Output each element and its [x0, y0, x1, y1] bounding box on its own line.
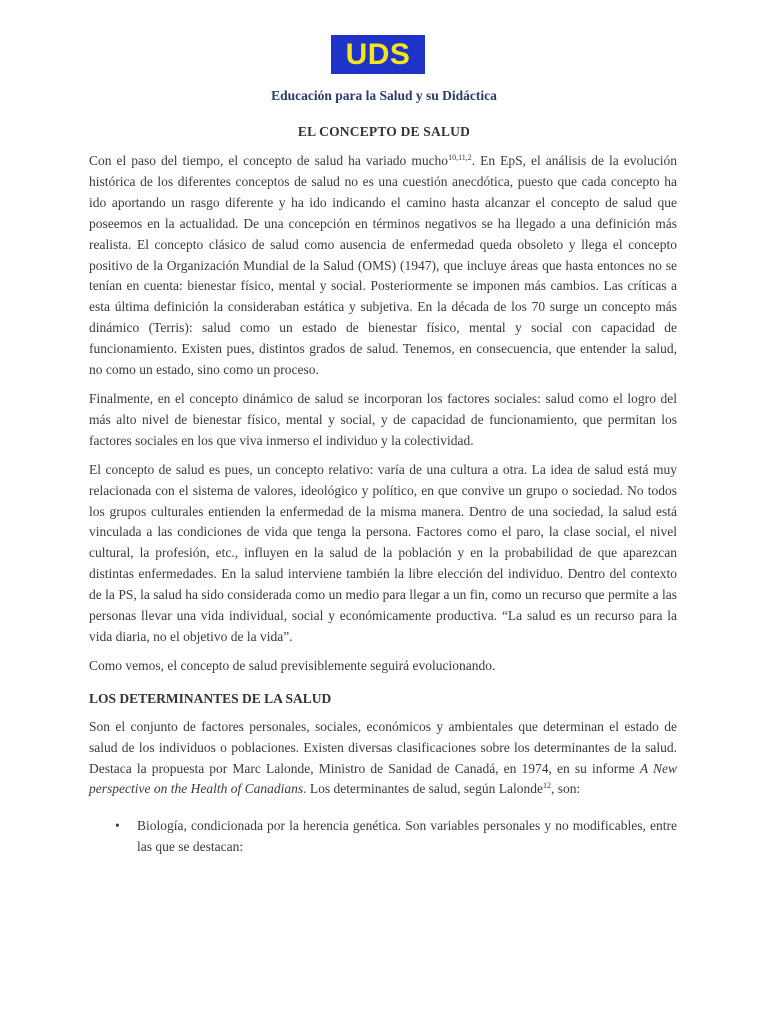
uds-logo	[331, 35, 425, 74]
paragraph-3: El concepto de salud es pues, un concepto relativo: varía de una cultura a otra. La idea de salud está muy relacionada con el sistema de valores, ideológico y político, en que convive un grupo o sociedad. No todos los grupos culturales entienden la enfermedad de la misma manera. Dentro de una sociedad, la salud está vinculada a las condiciones de vida que tenga la persona. Factores como el paro, la clase social, el nivel cultural, la profesión, etc., influyen en la salud de la población y en la probabilidad de que aparezcan distintas enfermedades. En la salud interviene también la libre elección del individuo. Dentro del contexto de la PS, la salud ha sido considerada como un medio para llegar a un fin, como un recurso que permite a las personas llevar una vida individual, social y económicamente productiva. “La salud es un recurso para la vida diaria, no el objetivo de la vida”.	[89, 461, 677, 644]
determinants-list	[89, 816, 677, 858]
paragraph-2: Finalmente, en el concepto dinámico de salud se incorporan los factores sociales: salud como el logro del más alto nivel de bienestar físico, mental y social, y de capacidad de funcionamiento, que permitan los factores sociales en los que viva inmerso el individuo y la colectividad.	[89, 390, 677, 448]
bullet-icon: •	[115, 818, 120, 834]
citation-superscript: 12	[543, 781, 552, 791]
list-item	[115, 816, 677, 858]
section-heading-determinantes: LOS DETERMINANTES DE LA SALUD	[89, 690, 332, 706]
logo-text: UDS	[345, 37, 411, 71]
section-2-text-c: , son:	[551, 781, 581, 797]
document-title: EL CONCEPTO DE SALUD	[297, 124, 471, 139]
paragraph-1-text-b: . En EpS, el análisis de la evolución histórica de los diferentes conceptos de salud no es una cuestión anecdótica, puesto que cada concepto ha ido aportando un rasgo diferente y ha ido indicando el camino hasta alcanzar el concepto de salud que poseemos en la actualidad. De una concepción en términos negativos se ha llegado a una definición más realista. El concepto clásico de salud como ausencia de enfermedad queda obsoleto y llega el concepto positivo de la Organización Mundial de la Salud (OMS) (1947), que incluye áreas que hasta entonces no se tenían en cuenta: bienestar físico, mental y social. Posteriormente se imponen más cambios. Las críticas a esta última definición la consideraban estática y subjetiva. En la década de los 70 surge un concepto más dinámico (Terris): salud como un estado de bienestar físico, mental y social con capacidad de funcionamiento. Existen pues, distintos grados de salud. Tenemos, en consecuencia, que entender la salud, no como un estado, sino como un proceso.	[89, 153, 677, 378]
paragraph-4: Como vemos, el concepto de salud previsiblemente seguirá evolucionando.	[89, 657, 496, 673]
paragraph-1	[89, 151, 677, 381]
list-item-text: Biología, condicionada por la herencia genética. Son variables personales y no modificables, entre las que se destacan:	[137, 818, 677, 855]
document-body	[89, 151, 677, 858]
paragraph-1-text-a: Con el paso del tiempo, el concepto de salud ha variado mucho	[89, 153, 449, 168]
section-2-paragraph-1	[89, 717, 677, 801]
section-2-text-a: Son el conjunto de factores personales, sociales, económicos y ambientales que determinan el estado de salud de los individuos o poblaciones. Existen diversas clasificaciones sobre los determinantes de la salud. Destaca la propuesta por Marc Lalonde, Ministro de Sanidad de Canadá, en 1974, en su informe	[89, 718, 677, 776]
report-title-italic: A New perspective on the Health of Canadians	[89, 760, 677, 797]
citation-superscript: 10,11,2	[448, 153, 472, 162]
document-subtitle: Educación para la Salud y su Didáctica	[271, 88, 497, 103]
section-2-text-b: . Los determinantes de salud, según Lalonde	[303, 781, 544, 797]
